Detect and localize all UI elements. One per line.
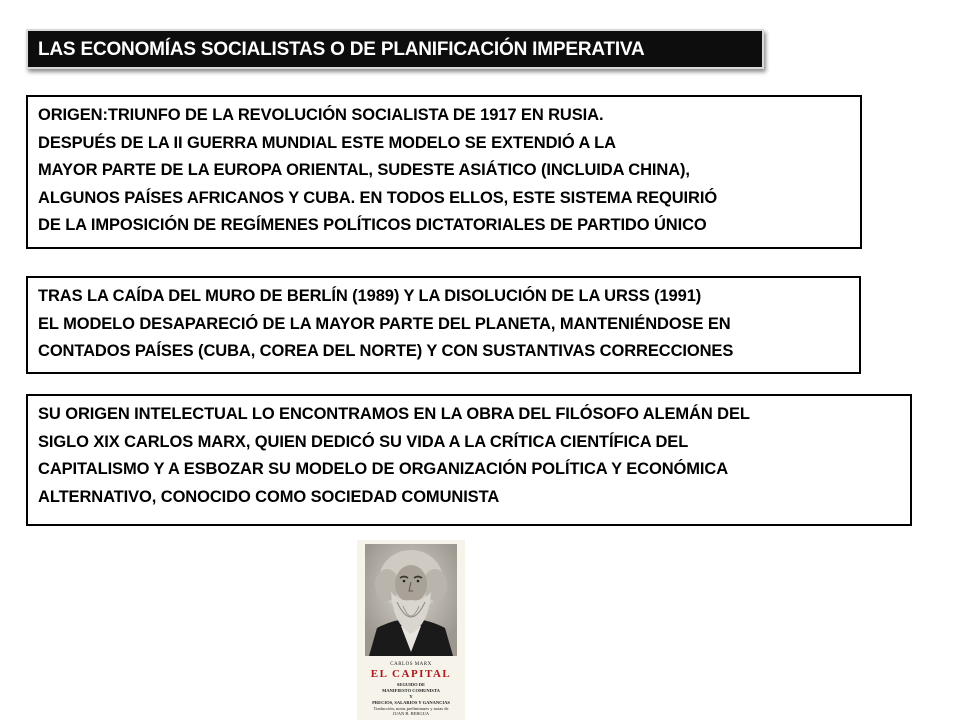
book-author: CARLOS MARX	[390, 662, 432, 667]
box3-line: SU ORIGEN INTELECTUAL LO ENCONTRAMOS EN LA OBRA DEL FILÓSOFO ALEMÁN DEL	[38, 405, 750, 423]
intellectual-origin-text-box	[26, 394, 912, 526]
book-subtitle-line: Y	[409, 694, 413, 699]
book-subtitle-line: JUAN B. BERGUA	[392, 711, 430, 716]
box1-line: DE LA IMPOSICIÓN DE REGÍMENES POLÍTICOS DICTATORIALES DE PARTIDO ÚNICO	[38, 216, 707, 234]
slide-title: LAS ECONOMÍAS SOCIALISTAS O DE PLANIFICACIÓN IMPERATIVA	[26, 29, 764, 69]
box1-line: DESPUÉS DE LA II GUERRA MUNDIAL ESTE MODELO SE EXTENDIÓ A LA	[38, 133, 616, 152]
box2-line: CONTADOS PAÍSES (CUBA, COREA DEL NORTE) Y CON SUSTANTIVAS CORRECCIONES	[38, 342, 734, 360]
box2-line: TRAS LA CAÍDA DEL MURO DE BERLÍN (1989) Y LA DISOLUCIÓN DE LA URSS (1991)	[38, 287, 702, 305]
book-title: EL CAPITAL	[370, 668, 452, 680]
box2-line: EL MODELO DESAPARECIÓ DE LA MAYOR PARTE DEL PLANETA, MANTENIÉNDOSE EN	[38, 314, 731, 333]
origin-text-box	[26, 95, 862, 249]
box3-line: ALTERNATIVO, CONOCIDO COMO SOCIEDAD COMUNISTA	[38, 487, 500, 506]
book-subtitle-line: SEGUIDO DE	[396, 682, 426, 687]
book-subtitle-line: MANIFIESTO COMUNISTA	[382, 688, 440, 693]
box3-line: CAPITALISMO Y A ESBOZAR SU MODELO DE ORGANIZACIÓN POLÍTICA Y ECONÓMICA	[38, 460, 729, 478]
decline-text-box	[26, 276, 861, 374]
box1-line: ORIGEN:TRIUNFO DE LA REVOLUCIÓN SOCIALISTA DE 1917 EN RUSIA.	[38, 106, 604, 124]
book-subtitle-line: PRECIOS, SALARIOS Y GANANCIAS	[372, 700, 450, 705]
box3-line: SIGLO XIX CARLOS MARX, QUIEN DEDICÓ SU VIDA A LA CRÍTICA CIENTÍFICA DEL	[38, 432, 689, 451]
box1-line: ALGUNOS PAÍSES AFRICANOS Y CUBA. EN TODOS ELLOS, ESTE SISTEMA REQUIRIÓ	[38, 188, 718, 207]
book-cover-image	[357, 540, 465, 720]
book-subtitle-line: Traducción, notas preliminares y notas de	[373, 706, 449, 711]
box1-line: MAYOR PARTE DE LA EUROPA ORIENTAL, SUDESTE ASIÁTICO (INCLUIDA CHINA),	[38, 161, 690, 179]
